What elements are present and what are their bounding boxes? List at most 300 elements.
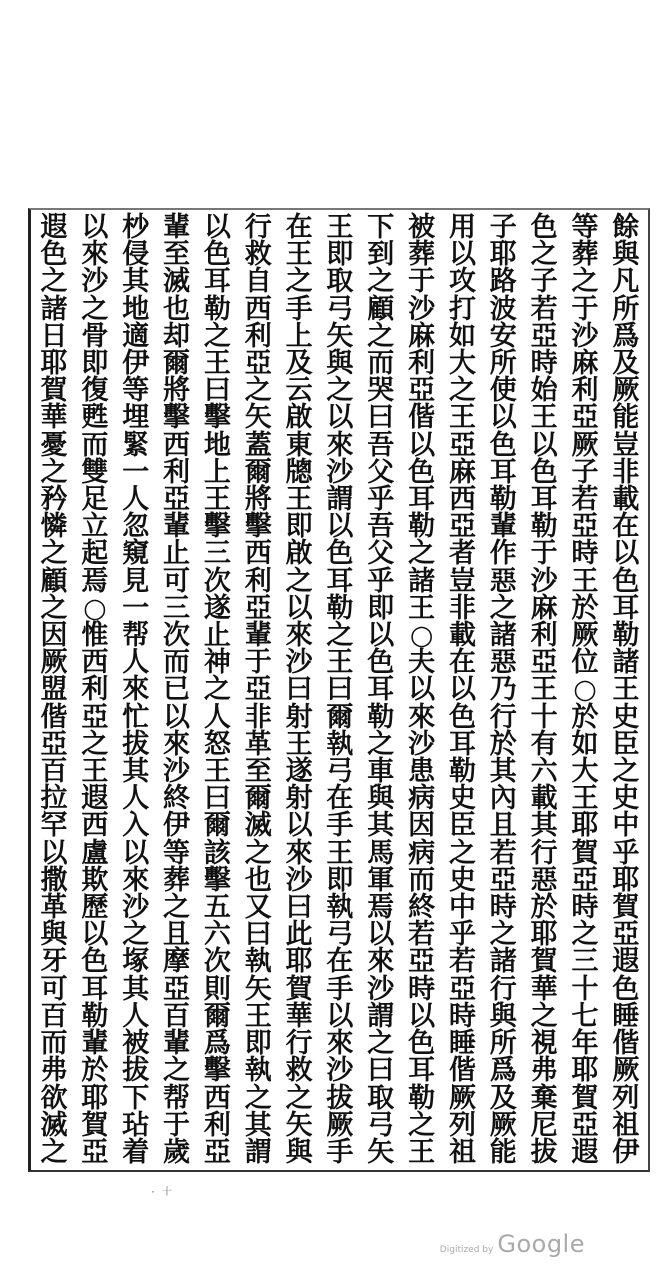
text-glyph: 輩: [489, 511, 517, 543]
text-glyph: 所: [612, 293, 640, 325]
text-glyph: 止: [203, 620, 231, 652]
text-glyph: ○: [573, 674, 597, 706]
text-glyph: 以: [367, 919, 395, 951]
text-glyph: 亞: [448, 511, 476, 543]
text-glyph: 以: [122, 837, 150, 869]
text-glyph: 色: [448, 701, 476, 733]
text-glyph: 年: [571, 1028, 599, 1060]
text-glyph: 之: [203, 320, 231, 352]
text-glyph: 之: [489, 592, 517, 624]
text-glyph: 之: [367, 728, 395, 760]
text-glyph: 起: [81, 538, 109, 570]
text-glyph: 賀: [612, 892, 640, 924]
text-glyph: 此: [285, 919, 313, 951]
text-glyph: 弓: [326, 919, 354, 951]
text-glyph: 王: [530, 402, 558, 434]
text-glyph: 諸: [408, 565, 436, 597]
text-glyph: 王: [448, 402, 476, 434]
text-glyph: 在: [448, 647, 476, 679]
text-glyph: 臣: [612, 728, 640, 760]
text-glyph: 謂: [244, 1136, 272, 1168]
text-glyph: 行: [489, 973, 517, 1005]
page-footer-mark: · 十: [150, 1187, 173, 1198]
text-glyph: 牙: [40, 946, 68, 978]
text-glyph: 來: [408, 701, 436, 733]
text-column: [442, 214, 482, 1166]
text-glyph: 之: [408, 538, 436, 570]
text-glyph: 拉: [40, 783, 68, 815]
text-column: [565, 214, 605, 1166]
text-glyph: 視: [530, 1028, 558, 1060]
text-glyph: 沙: [408, 728, 436, 760]
text-glyph: 埋: [122, 402, 150, 434]
text-glyph: 在: [612, 511, 640, 543]
text-glyph: 之: [285, 1082, 313, 1114]
text-glyph: 亞: [203, 1136, 231, 1168]
text-glyph: 載: [448, 620, 476, 652]
text-glyph: 之: [163, 892, 191, 924]
text-glyph: 西: [203, 1082, 231, 1114]
text-glyph: 地: [203, 429, 231, 461]
text-glyph: 利: [203, 1109, 231, 1141]
text-glyph: 所: [489, 1028, 517, 1060]
text-glyph: 勒: [530, 511, 558, 543]
text-glyph: 且: [489, 810, 517, 842]
text-glyph: 拔: [326, 1082, 354, 1114]
text-glyph: 非: [448, 592, 476, 624]
text-glyph: 曰: [367, 1055, 395, 1087]
text-glyph: 時: [408, 973, 436, 1005]
text-glyph: 沙: [122, 892, 150, 924]
text-glyph: 遐: [571, 1136, 599, 1168]
text-glyph: 矢: [367, 1136, 395, 1168]
text-glyph: 勒: [408, 511, 436, 543]
text-glyph: 在: [326, 783, 354, 815]
text-glyph: 憐: [40, 511, 68, 543]
text-glyph: 厥: [612, 375, 640, 407]
text-glyph: 伊: [612, 1136, 640, 1168]
text-glyph: 史: [448, 783, 476, 815]
text-glyph: 史: [612, 783, 640, 815]
text-glyph: 凡: [612, 266, 640, 298]
text-glyph: 至: [244, 756, 272, 788]
text-glyph: 時: [448, 1000, 476, 1032]
text-column: [34, 214, 74, 1166]
text-glyph: 百: [40, 756, 68, 788]
text-glyph: 拔: [530, 1136, 558, 1168]
text-glyph: 若: [571, 484, 599, 516]
text-glyph: 擊: [163, 402, 191, 434]
text-glyph: 有: [530, 728, 558, 760]
text-glyph: 勒: [81, 1000, 109, 1032]
text-glyph: 子: [571, 456, 599, 488]
text-glyph: 之: [571, 266, 599, 298]
text-glyph: 王: [203, 348, 231, 380]
text-glyph: 色: [530, 456, 558, 488]
text-glyph: 杪: [122, 212, 150, 243]
text-glyph: 乃: [489, 674, 517, 706]
text-glyph: 之: [571, 919, 599, 951]
text-glyph: 利: [163, 456, 191, 488]
text-glyph: 以: [326, 402, 354, 434]
text-glyph: 即: [326, 864, 354, 896]
text-glyph: 遂: [285, 756, 313, 788]
text-glyph: 色: [367, 647, 395, 679]
text-glyph: 十: [530, 701, 558, 733]
text-glyph: 之: [326, 375, 354, 407]
text-glyph: 麻: [530, 592, 558, 624]
text-glyph: 王: [408, 1136, 436, 1168]
text-glyph: 亞: [163, 484, 191, 516]
text-glyph: 王: [203, 484, 231, 516]
text-glyph: 以: [367, 620, 395, 652]
text-column: [483, 214, 523, 1166]
text-glyph: 偕: [448, 1055, 476, 1087]
text-glyph: 却: [163, 320, 191, 352]
text-glyph: 歲: [163, 1136, 191, 1168]
text-glyph: 帮: [163, 1082, 191, 1114]
text-glyph: 耳: [448, 728, 476, 760]
text-glyph: 曰: [203, 783, 231, 815]
text-glyph: 來: [285, 620, 313, 652]
text-glyph: 盧: [81, 837, 109, 869]
text-glyph: 沙: [367, 973, 395, 1005]
text-glyph: 塚: [122, 946, 150, 978]
text-glyph: 王: [326, 647, 354, 679]
text-glyph: 攻: [448, 266, 476, 298]
text-glyph: 厥: [571, 620, 599, 652]
text-glyph: 擊: [203, 1055, 231, 1087]
text-glyph: 終: [163, 783, 191, 815]
text-glyph: 下: [367, 212, 395, 243]
text-glyph: 也: [244, 864, 272, 896]
text-glyph: 弓: [326, 756, 354, 788]
text-glyph: 王: [530, 674, 558, 706]
text-glyph: 甦: [81, 402, 109, 434]
text-glyph: 非: [244, 701, 272, 733]
text-glyph: 焉: [367, 892, 395, 924]
text-glyph: 來: [163, 728, 191, 760]
text-glyph: 中: [448, 892, 476, 924]
text-glyph: 賀: [285, 973, 313, 1005]
text-glyph: 亞: [489, 864, 517, 896]
text-glyph: 之: [530, 1000, 558, 1032]
text-glyph: 華: [40, 402, 68, 434]
text-glyph: 爾: [203, 1000, 231, 1032]
text-glyph: 爲: [612, 320, 640, 352]
text-glyph: 輩: [163, 1028, 191, 1060]
text-glyph: 五: [203, 892, 231, 924]
text-glyph: 亞: [408, 375, 436, 407]
text-glyph: 亞: [571, 402, 599, 434]
text-glyph: 吾: [367, 511, 395, 543]
text-glyph: 骨: [81, 320, 109, 352]
text-glyph: 牕: [285, 456, 313, 488]
text-glyph: 等: [122, 375, 150, 407]
text-glyph: 救: [244, 239, 272, 271]
text-glyph: 次: [203, 565, 231, 597]
text-glyph: ○: [409, 620, 434, 652]
text-glyph: 次: [163, 620, 191, 652]
text-glyph: 且: [163, 919, 191, 951]
text-glyph: 見: [122, 565, 150, 597]
text-glyph: 於: [81, 1055, 109, 1087]
text-glyph: 六: [530, 756, 558, 788]
text-glyph: 救: [285, 1055, 313, 1087]
text-glyph: 之: [612, 756, 640, 788]
text-glyph: 偕: [612, 1028, 640, 1060]
text-glyph: 伊: [122, 348, 150, 380]
text-glyph: 拔: [122, 1055, 150, 1087]
text-glyph: 以: [408, 1000, 436, 1032]
text-glyph: 中: [612, 810, 640, 842]
text-glyph: 沙: [285, 647, 313, 679]
text-glyph: 之: [244, 375, 272, 407]
text-glyph: 十: [571, 973, 599, 1005]
text-glyph: 祖: [612, 1109, 640, 1141]
text-glyph: 即: [326, 239, 354, 271]
text-glyph: 之: [244, 1082, 272, 1114]
text-glyph: 蓋: [244, 429, 272, 461]
text-glyph: 人: [122, 484, 150, 516]
text-glyph: 父: [367, 538, 395, 570]
text-glyph: 執: [326, 728, 354, 760]
text-glyph: 輩: [244, 620, 272, 652]
text-glyph: 賀: [40, 375, 68, 407]
text-glyph: 行: [285, 1028, 313, 1060]
text-glyph: 諸: [489, 946, 517, 978]
text-column: [279, 214, 319, 1166]
text-glyph: 豈: [612, 429, 640, 461]
text-glyph: 取: [367, 1082, 395, 1114]
text-glyph: 以: [326, 511, 354, 543]
text-glyph: 謂: [326, 484, 354, 516]
text-glyph: 西: [81, 810, 109, 842]
text-glyph: 亞: [448, 429, 476, 461]
text-glyph: 厥: [612, 1055, 640, 1087]
text-glyph: 次: [203, 946, 231, 978]
text-glyph: 王: [326, 837, 354, 869]
text-glyph: 內: [489, 783, 517, 815]
text-glyph: 與: [285, 1136, 313, 1168]
text-glyph: 若: [530, 293, 558, 325]
text-glyph: 使: [489, 375, 517, 407]
text-glyph: 怒: [203, 728, 231, 760]
text-glyph: 于: [244, 647, 272, 679]
text-glyph: 與: [612, 239, 640, 271]
text-glyph: 列: [612, 1082, 640, 1114]
text-glyph: 勒: [408, 1082, 436, 1114]
text-glyph: 之: [367, 266, 395, 298]
text-glyph: 患: [408, 756, 436, 788]
text-glyph: 以: [448, 674, 476, 706]
text-glyph: 與: [326, 348, 354, 380]
text-glyph: 色: [81, 946, 109, 978]
text-glyph: 賀: [571, 837, 599, 869]
text-glyph: 滅: [244, 810, 272, 842]
text-glyph: 曰: [367, 402, 395, 434]
text-glyph: 惡: [489, 647, 517, 679]
text-glyph: 自: [244, 266, 272, 298]
text-glyph: 祖: [448, 1136, 476, 1168]
text-glyph: 玷: [122, 1109, 150, 1141]
text-glyph: 之: [244, 837, 272, 869]
text-glyph: 西: [244, 293, 272, 325]
text-glyph: 王: [244, 1000, 272, 1032]
text-glyph: 及: [489, 1082, 517, 1114]
text-glyph: 之: [40, 1136, 68, 1168]
text-glyph: 王: [326, 212, 354, 243]
text-glyph: 即: [367, 592, 395, 624]
text-glyph: 輩: [163, 511, 191, 543]
text-glyph: 射: [285, 783, 313, 815]
text-glyph: 王: [612, 674, 640, 706]
text-glyph: 乎: [448, 919, 476, 951]
text-glyph: 之: [326, 620, 354, 652]
text-glyph: 勒: [448, 756, 476, 788]
text-glyph: 如: [571, 728, 599, 760]
text-glyph: 革: [244, 728, 272, 760]
text-glyph: 之: [530, 239, 558, 271]
text-glyph: 以: [408, 429, 436, 461]
text-glyph: 矜: [40, 484, 68, 516]
text-glyph: 睡: [448, 1028, 476, 1060]
text-glyph: 在: [285, 212, 313, 243]
text-glyph: 至: [163, 239, 191, 271]
text-glyph: 百: [163, 1000, 191, 1032]
text-glyph: 其: [530, 810, 558, 842]
text-glyph: 等: [571, 212, 599, 243]
text-glyph: 之: [367, 1028, 395, 1060]
text-glyph: 能: [489, 1136, 517, 1168]
text-glyph: 地: [122, 293, 150, 325]
text-glyph: 三: [571, 946, 599, 978]
text-glyph: 遂: [203, 592, 231, 624]
text-glyph: 沙: [408, 293, 436, 325]
text-glyph: 帮: [122, 620, 150, 652]
text-glyph: 西: [448, 484, 476, 516]
text-glyph: 弗: [530, 1055, 558, 1087]
text-glyph: 摩: [163, 946, 191, 978]
text-glyph: 西: [163, 429, 191, 461]
text-glyph: 即: [244, 1028, 272, 1060]
text-glyph: 哭: [367, 375, 395, 407]
text-glyph: 耳: [612, 592, 640, 624]
text-glyph: 爲: [203, 1028, 231, 1060]
text-glyph: 亞: [448, 973, 476, 1005]
text-glyph: 人: [122, 783, 150, 815]
text-glyph: 侵: [122, 239, 150, 271]
text-glyph: 而: [163, 647, 191, 679]
text-glyph: 以: [489, 402, 517, 434]
text-glyph: 爾: [163, 348, 191, 380]
text-glyph: 手: [326, 973, 354, 1005]
text-glyph: 顧: [40, 565, 68, 597]
text-glyph: 可: [40, 973, 68, 1005]
text-glyph: 若: [489, 837, 517, 869]
text-glyph: 滅: [40, 1109, 68, 1141]
text-glyph: 耳: [367, 674, 395, 706]
text-glyph: 即: [285, 511, 313, 543]
text-glyph: 之: [81, 293, 109, 325]
text-glyph: 弗: [40, 1055, 68, 1087]
text-glyph: 王: [285, 239, 313, 271]
google-logo-text: Google: [497, 1230, 585, 1258]
text-glyph: 餘: [612, 212, 640, 243]
text-glyph: 厥: [326, 1109, 354, 1141]
text-glyph: 耳: [489, 456, 517, 488]
text-glyph: 睡: [612, 1000, 640, 1032]
text-glyph: 吾: [367, 429, 395, 461]
text-glyph: 亞: [244, 674, 272, 706]
text-glyph: 復: [81, 375, 109, 407]
text-glyph: 亞: [612, 919, 640, 951]
text-glyph: 亞: [244, 592, 272, 624]
text-glyph: 以: [408, 674, 436, 706]
text-glyph: 矢: [244, 973, 272, 1005]
text-glyph: 爲: [489, 1055, 517, 1087]
text-glyph: 曰: [285, 674, 313, 706]
text-glyph: 一: [122, 456, 150, 488]
text-glyph: 打: [448, 293, 476, 325]
text-glyph: 可: [163, 565, 191, 597]
text-glyph: 七: [571, 1000, 599, 1032]
text-glyph: 與: [40, 919, 68, 951]
text-glyph: 三: [203, 538, 231, 570]
text-glyph: 耳: [408, 484, 436, 516]
text-glyph: 位: [571, 647, 599, 679]
text-glyph: 王: [285, 728, 313, 760]
text-glyph: 作: [489, 538, 517, 570]
text-glyph: 曰: [285, 892, 313, 924]
text-glyph: 拔: [122, 728, 150, 760]
text-glyph: 於: [571, 592, 599, 624]
text-glyph: 之: [40, 538, 68, 570]
text-glyph: 以: [326, 1000, 354, 1032]
text-glyph: 馬: [367, 837, 395, 869]
text-glyph: 耶: [285, 946, 313, 978]
text-glyph: 時: [530, 348, 558, 380]
text-glyph: 路: [489, 266, 517, 298]
text-glyph: 之: [122, 919, 150, 951]
text-glyph: 諸: [612, 647, 640, 679]
text-glyph: 亞: [81, 1136, 109, 1168]
text-glyph: 弓: [326, 293, 354, 325]
text-glyph: 麻: [571, 348, 599, 380]
text-glyph: 王: [571, 783, 599, 815]
text-glyph: 來: [326, 429, 354, 461]
text-glyph: 因: [408, 810, 436, 842]
text-glyph: 其: [367, 810, 395, 842]
text-glyph: 華: [530, 973, 558, 1005]
text-glyph: 亞: [40, 728, 68, 760]
text-glyph: 耶: [489, 239, 517, 271]
text-glyph: 即: [81, 348, 109, 380]
text-glyph: 波: [489, 293, 517, 325]
text-glyph: 到: [367, 239, 395, 271]
text-glyph: 于: [571, 293, 599, 325]
text-glyph: 軍: [367, 864, 395, 896]
text-glyph: 亞: [163, 973, 191, 1005]
text-glyph: 之: [408, 1109, 436, 1141]
text-glyph: 沙: [326, 456, 354, 488]
text-glyph: 史: [448, 864, 476, 896]
text-column: [524, 214, 564, 1166]
text-glyph: 車: [367, 756, 395, 788]
text-glyph: 爾: [244, 783, 272, 815]
text-glyph: 惡: [530, 864, 558, 896]
text-glyph: 以: [285, 592, 313, 624]
